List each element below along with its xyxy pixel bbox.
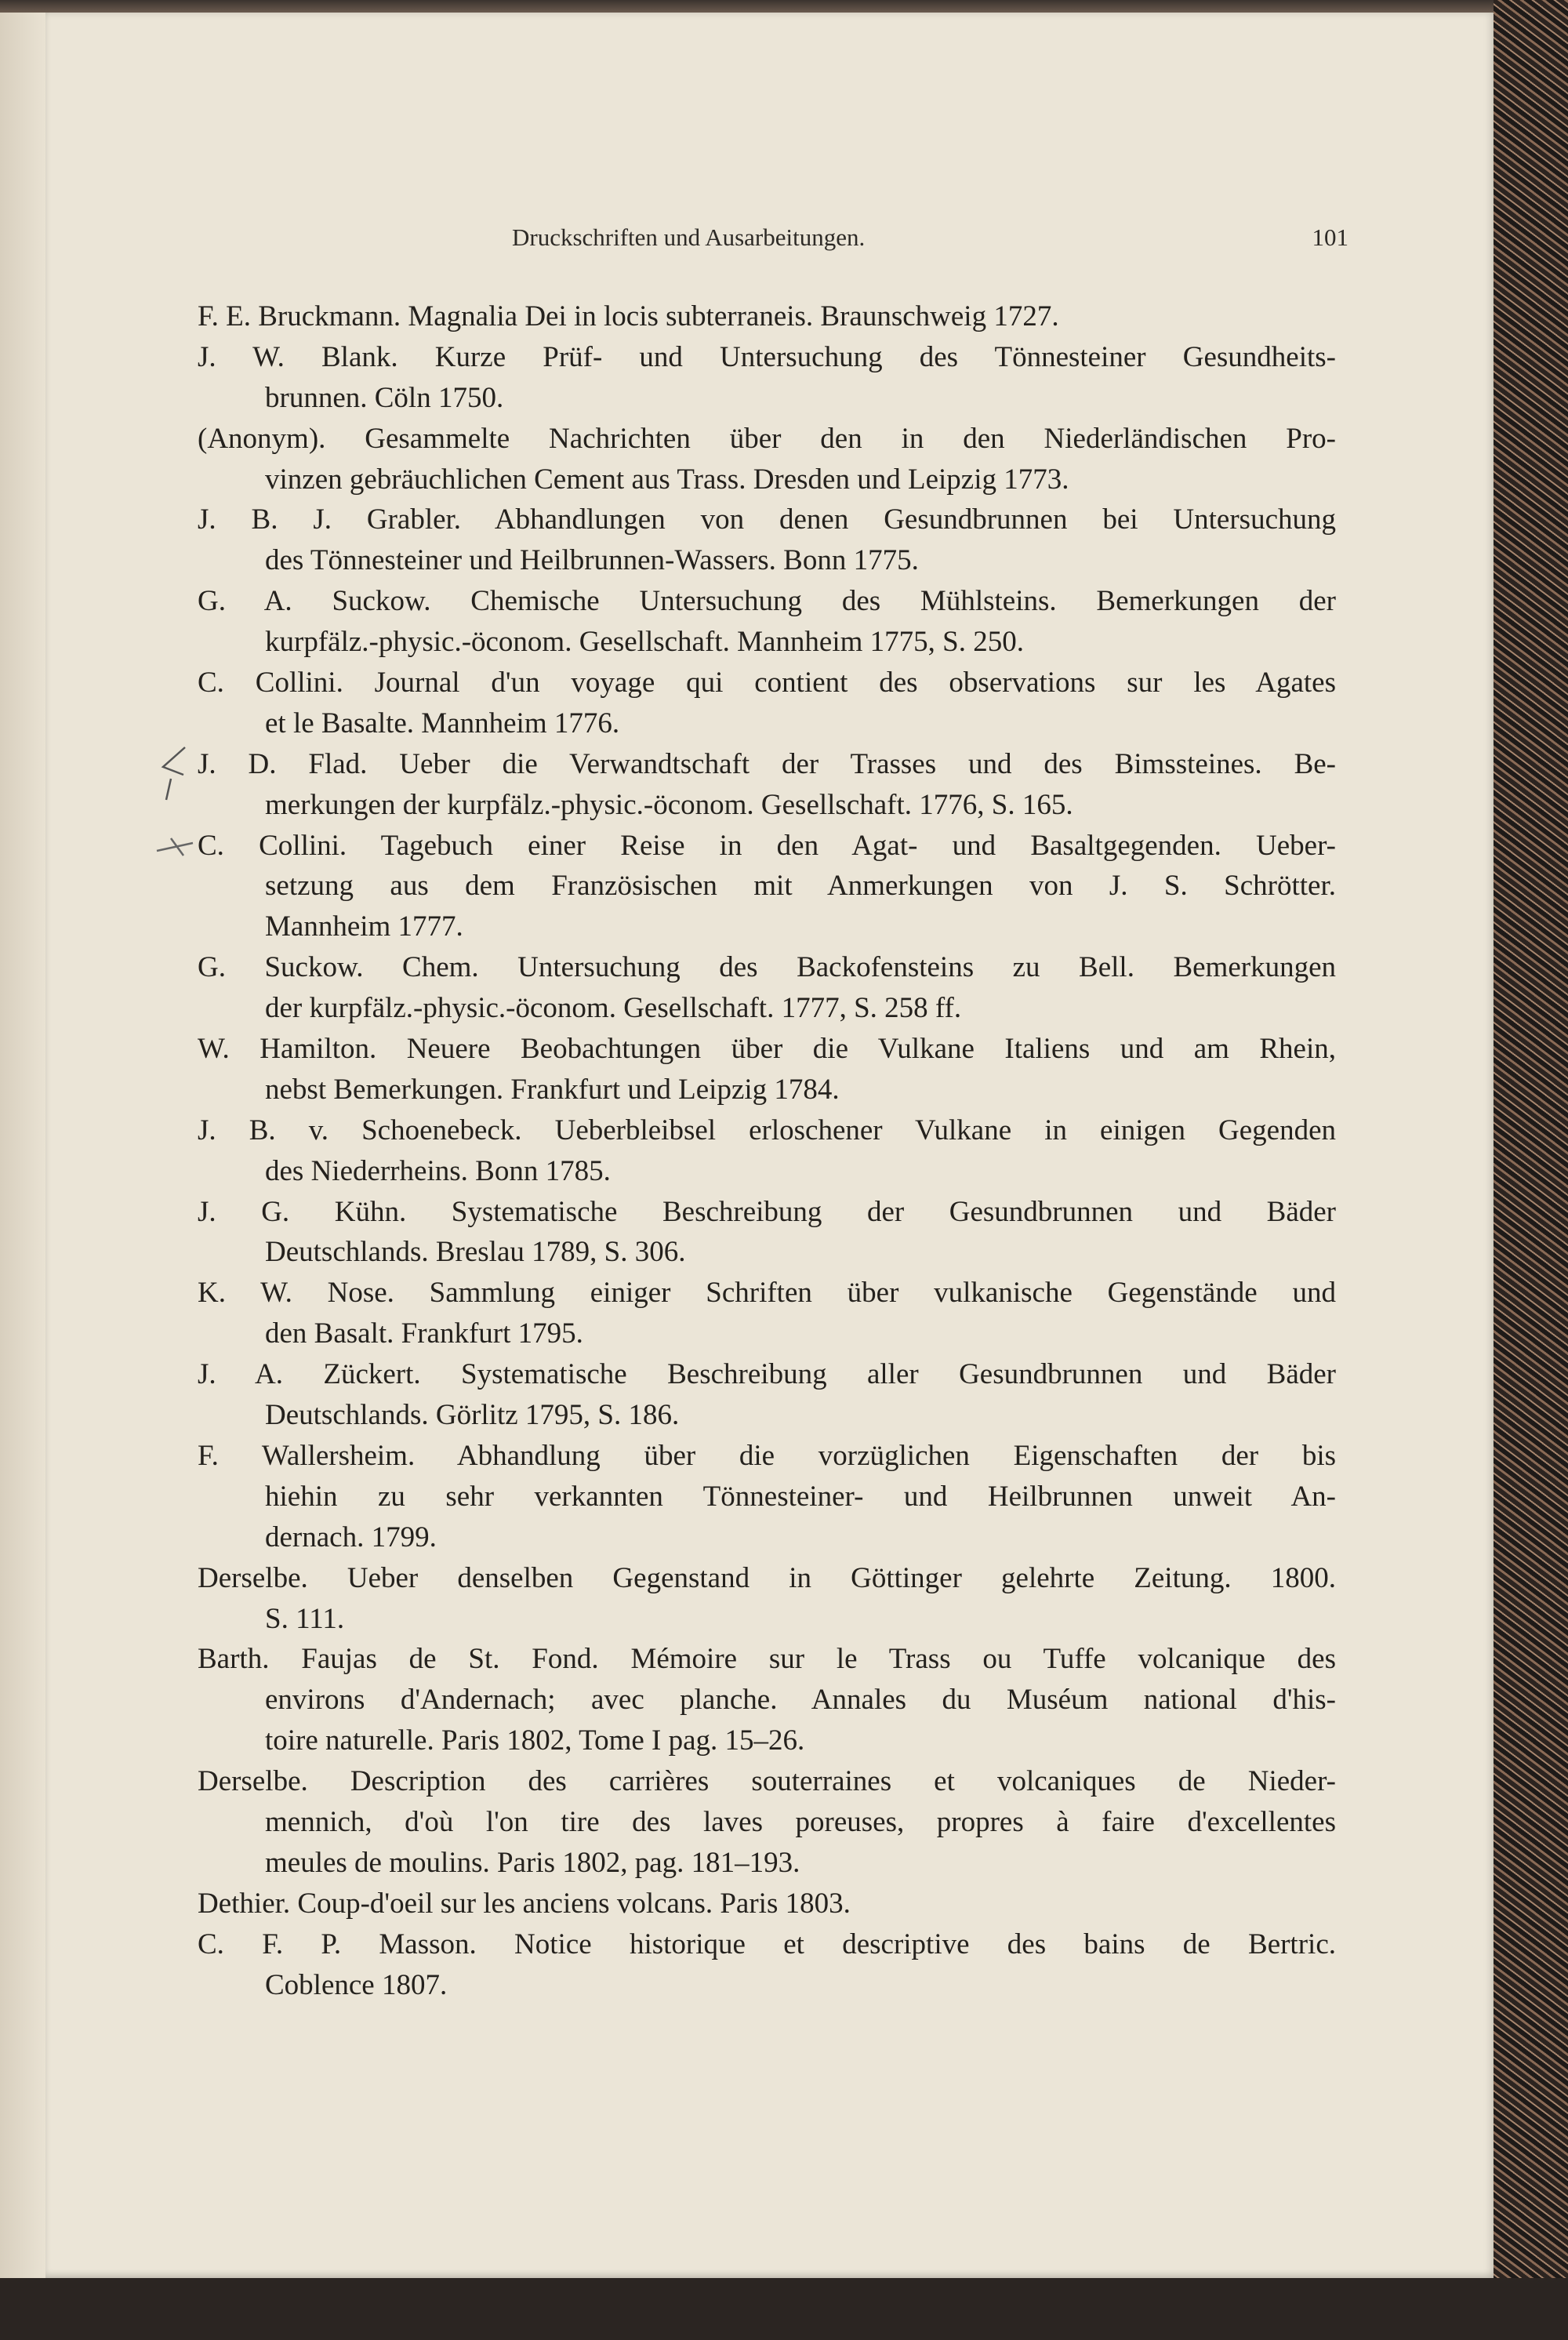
entry-line: vinzen gebräuchlichen Cement aus Trass. Dresden und Leipzig 1773. [265,463,1069,496]
header-title: Druckschriften und Ausarbeitungen. [512,223,866,251]
entry-line: der kurpfälz.-physic.-öconom. Gesellschaft. 1777, S. 258 ff. [265,992,962,1025]
entry-line: Dethier. Coup-d'oeil sur les anciens volcans. Paris 1803. [198,1887,851,1920]
bibliography-entry [198,419,1336,500]
entry-line: Derselbe. Description des carrières souterraines et volcaniques de Nieder- [198,1765,1336,1798]
bibliography-entry [198,1924,1336,2006]
entry-line: mennich, d'où l'on tire des laves poreuses, propres à faire d'excellentes [265,1805,1336,1838]
bibliography-entry [198,1354,1336,1436]
entry-line: dernach. 1799. [265,1521,437,1553]
entry-line: J. B. J. Grabler. Abhandlungen von denen Gesundbrunnen bei Untersuchung [198,503,1336,536]
bibliography-entry [198,826,1336,948]
bibliography-entry [198,581,1336,663]
bibliography-entry [198,1273,1336,1354]
entry-line: toire naturelle. Paris 1802, Tome I pag. 15–26. [265,1724,805,1757]
entry-line: brunnen. Cöln 1750. [265,381,504,414]
entry-line: Deutschlands. Breslau 1789, S. 306. [265,1236,686,1269]
bibliography-entry [198,1884,1336,1924]
page-number: 101 [1312,223,1348,251]
entry-line: W. Hamilton. Neuere Beobachtungen über die Vulkane Italiens und am Rhein, [198,1033,1336,1066]
entry-line: C. Collini. Journal d'un voyage qui contient des observations sur les Agates [198,667,1336,699]
entry-line: et le Basalte. Mannheim 1776. [265,707,620,739]
bibliography-entry [198,1192,1336,1274]
entry-line: den Basalt. Frankfurt 1795. [265,1317,583,1350]
bibliography-entry [198,947,1336,1029]
entry-line: C. Collini. Tagebuch einer Reise in den Agat- und Basaltgegenden. Ueber- [198,829,1336,862]
bibliography-entry [198,663,1336,744]
book-bottom-edge [0,2278,1568,2340]
entry-line: kurpfälz.-physic.-öconom. Gesellschaft. Mannheim 1775, S. 250. [265,626,1024,659]
entry-line: des Tönnesteiner und Heilbrunnen-Wassers. Bonn 1775. [265,544,919,577]
bibliography-entry [198,1029,1336,1110]
book-top-edge [0,0,1568,13]
entry-line: S. 111. [265,1602,345,1635]
entry-line: J. W. Blank. Kurze Prüf- und Untersuchung des Tönnesteiner Gesundheits- [198,340,1336,373]
entry-line: J. G. Kühn. Systematische Beschreibung der Gesundbrunnen und Bäder [198,1195,1336,1228]
entry-line: J. B. v. Schoenebeck. Ueberbleibsel erloschener Vulkane in einigen Gegenden [198,1114,1336,1146]
entry-line: F. E. Bruckmann. Magnalia Dei in locis subterraneis. Braunschweig 1727. [198,300,1059,332]
entry-line: F. Wallersheim. Abhandlung über die vorzüglichen Eigenschaften der bis [198,1439,1336,1472]
entry-line: des Niederrheins. Bonn 1785. [265,1154,611,1187]
bibliography-list [198,296,1336,2005]
bibliography-entry [198,1639,1336,1761]
entry-line: Mannheim 1777. [265,910,463,943]
bibliography-entry [198,1110,1336,1192]
bibliography-entry [198,1761,1336,1884]
entry-line: setzung aus dem Französischen mit Anmerkungen von J. S. Schrötter. [265,870,1336,903]
entry-line: (Anonym). Gesammelte Nachrichten über den in den Niederländischen Pro- [198,422,1336,455]
entry-line: J. D. Flad. Ueber die Verwandtschaft der Trasses und des Bimssteines. Be- [198,747,1336,780]
entry-line: Derselbe. Ueber denselben Gegenstand in Göttinger gelehrte Zeitung. 1800. [198,1561,1336,1594]
bibliography-entry [198,1558,1336,1640]
entry-line: Deutschlands. Görlitz 1795, S. 186. [265,1399,680,1432]
entry-line: C. F. P. Masson. Notice historique et descriptive des bains de Bertric. [198,1928,1336,1960]
entry-line: J. A. Zückert. Systematische Beschreibung aller Gesundbrunnen und Bäder [198,1358,1336,1391]
pencil-mark-icon [154,835,201,859]
bibliography-entry [198,296,1336,337]
bibliography-entry [198,1436,1336,1558]
entry-line: merkungen der kurpfälz.-physic.-öconom. Gesellschaft. 1776, S. 165. [265,788,1073,821]
entry-line: nebst Bemerkungen. Frankfurt und Leipzig 1784. [265,1073,840,1106]
previous-page-edge [0,13,47,2279]
entry-line: Coblence 1807. [265,1968,448,2001]
entry-line: Barth. Faujas de St. Fond. Mémoire sur le Trass ou Tuffe volcanique des [198,1643,1336,1676]
pencil-mark-icon [154,743,193,806]
running-header [210,223,1348,255]
bibliography-entry [198,744,1336,826]
marbled-cover-edge [1494,0,1568,2340]
entry-line: hiehin zu sehr verkannten Tönnesteiner- und Heilbrunnen unweit An- [265,1480,1336,1513]
entry-line: G. Suckow. Chem. Untersuchung des Backofensteins zu Bell. Bemerkungen [198,951,1336,984]
entry-line: K. W. Nose. Sammlung einiger Schriften über vulkanische Gegenstände und [198,1277,1336,1310]
entry-line: G. A. Suckow. Chemische Untersuchung des Mühlsteins. Bemerkungen der [198,585,1336,618]
entry-line: environs d'Andernach; avec planche. Annales du Muséum national d'his- [265,1684,1336,1717]
bibliography-entry [198,337,1336,419]
entry-line: meules de moulins. Paris 1802, pag. 181–193. [265,1846,800,1879]
bibliography-entry [198,500,1336,581]
